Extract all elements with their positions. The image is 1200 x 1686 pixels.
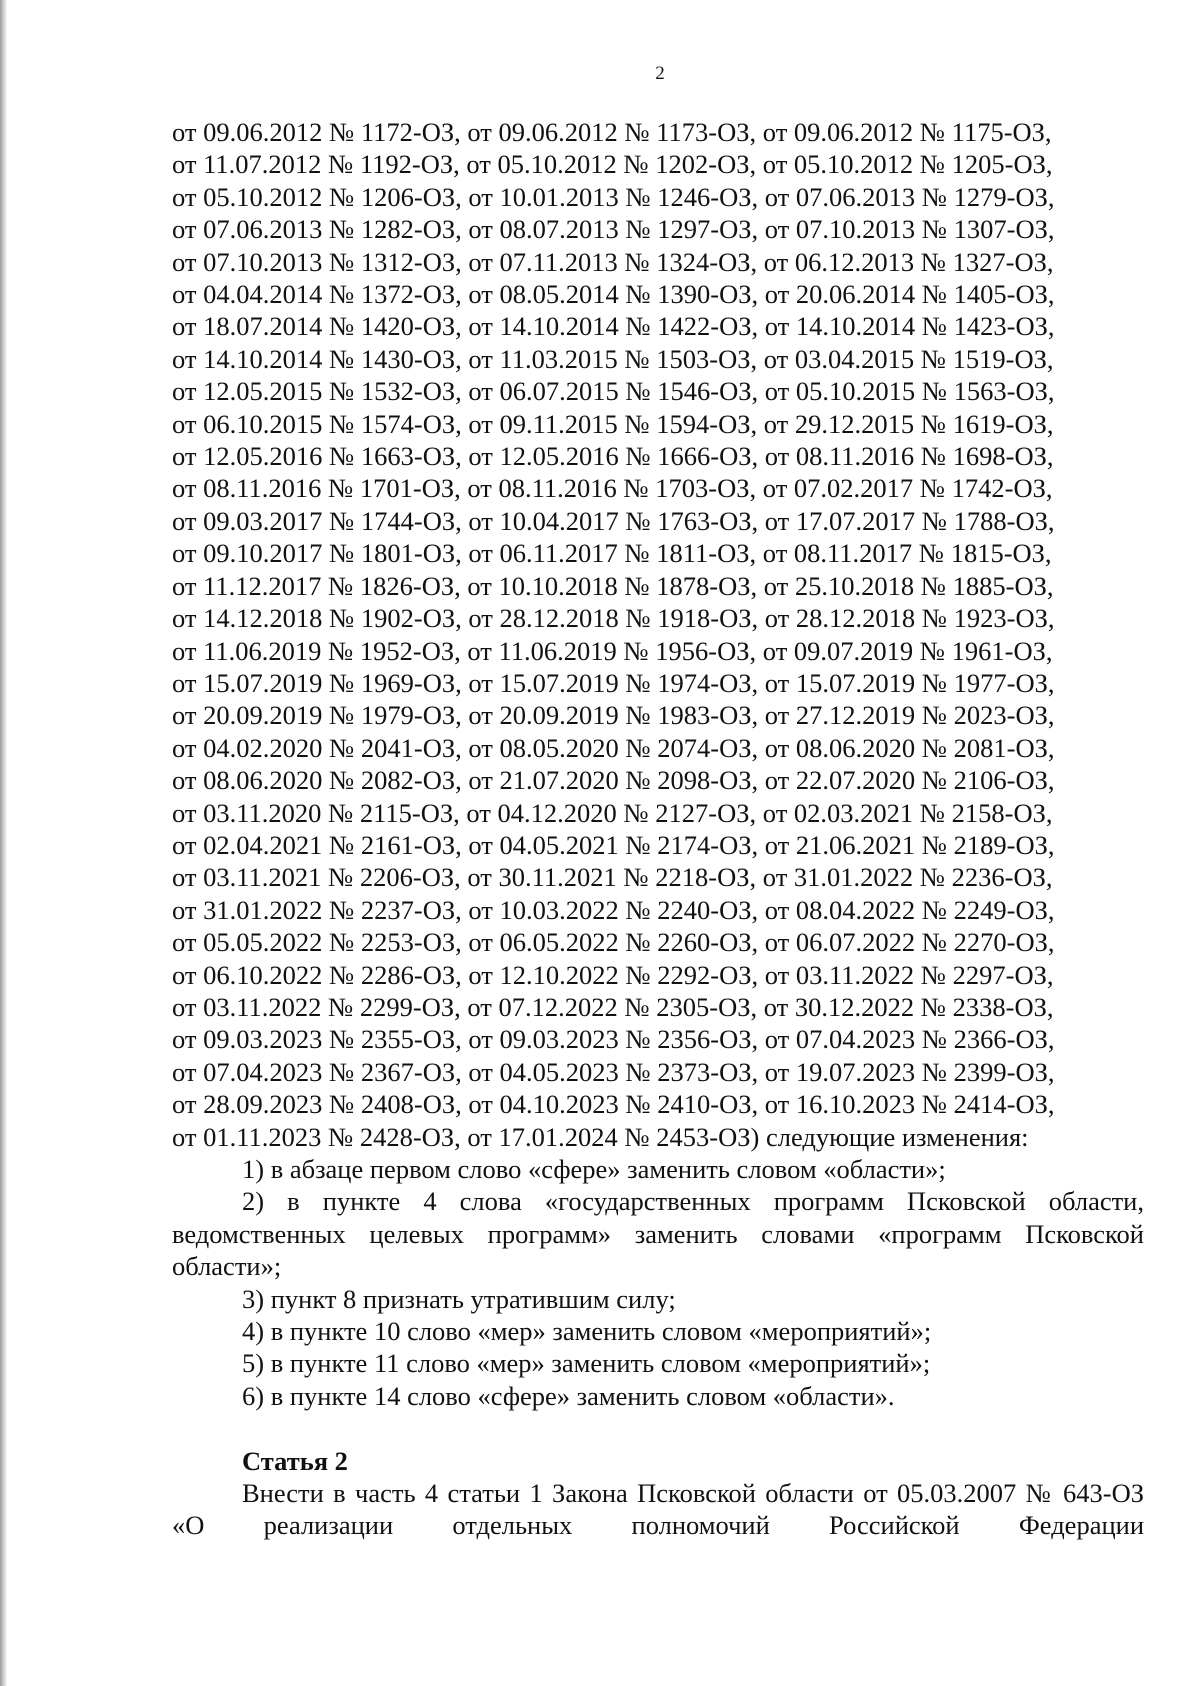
- amendment-list-line: от 03.11.2022 № 2299-ОЗ, от 07.12.2022 № 2305-ОЗ, от 30.12.2022 № 2338-ОЗ,: [172, 991, 1054, 1022]
- amendment-list-line: от 07.04.2023 № 2367-ОЗ, от 04.05.2023 № 2373-ОЗ, от 19.07.2023 № 2399-ОЗ,: [172, 1056, 1055, 1087]
- change-item-6: 6) в пункте 14 слово «сфере» заменить словом «области».: [242, 1380, 895, 1411]
- amendment-list-line: от 08.11.2016 № 1701-ОЗ, от 08.11.2016 № 1703-ОЗ, от 07.02.2017 № 1742-ОЗ,: [172, 473, 1053, 504]
- amendment-list-line: от 09.03.2017 № 1744-ОЗ, от 10.04.2017 № 1763-ОЗ, от 17.07.2017 № 1788-ОЗ,: [172, 505, 1055, 536]
- amendment-list-line: от 12.05.2015 № 1532-ОЗ, от 06.07.2015 № 1546-ОЗ, от 05.10.2015 № 1563-ОЗ,: [172, 376, 1055, 407]
- change-item-5: 5) в пункте 11 слово «мер» заменить словом «мероприятий»;: [242, 1348, 931, 1379]
- change-item-1: 1) в абзаце первом слово «сфере» заменить словом «области»;: [242, 1154, 946, 1184]
- amendment-list-line: от 03.11.2021 № 2206-ОЗ, от 30.11.2021 № 2218-ОЗ, от 31.01.2022 № 2236-ОЗ,: [172, 862, 1053, 893]
- paragraph-spacer: [172, 1412, 1144, 1444]
- amendment-list-line: от 04.02.2020 № 2041-ОЗ, от 08.05.2020 № 2074-ОЗ, от 08.06.2020 № 2081-ОЗ,: [172, 732, 1055, 763]
- scan-left-edge: [0, 0, 7, 1686]
- amendment-list-line: от 11.06.2019 № 1952-ОЗ, от 11.06.2019 № 1956-ОЗ, от 09.07.2019 № 1961-ОЗ,: [172, 635, 1053, 666]
- article-2-text: Внести в часть 4 статьи 1 Закона Псковской области от 05.03.2007 № 643-ОЗ «О реализации отдельных полномочий Российской Федерации: [172, 1478, 1144, 1541]
- article-2-heading: Статья 2: [242, 1445, 348, 1476]
- amendment-list-line: от 20.09.2019 № 1979-ОЗ, от 20.09.2019 № 1983-ОЗ, от 27.12.2019 № 2023-ОЗ,: [172, 700, 1055, 731]
- amendment-list-line: от 08.06.2020 № 2082-ОЗ, от 21.07.2020 № 2098-ОЗ, от 22.07.2020 № 2106-ОЗ,: [172, 765, 1055, 796]
- amendment-list-line: от 15.07.2019 № 1969-ОЗ, от 15.07.2019 № 1974-ОЗ, от 15.07.2019 № 1977-ОЗ,: [172, 667, 1055, 698]
- amendment-list-line: от 09.10.2017 № 1801-ОЗ, от 06.11.2017 № 1811-ОЗ, от 08.11.2017 № 1815-ОЗ,: [172, 538, 1052, 569]
- amendment-list-line: от 02.04.2021 № 2161-ОЗ, от 04.05.2021 № 2174-ОЗ, от 21.06.2021 № 2189-ОЗ,: [172, 829, 1055, 860]
- amendment-list-line: от 05.10.2012 № 1206-ОЗ, от 10.01.2013 № 1246-ОЗ, от 07.06.2013 № 1279-ОЗ,: [172, 181, 1055, 212]
- amendment-list-line: от 07.10.2013 № 1312-ОЗ, от 07.11.2013 № 1324-ОЗ, от 06.12.2013 № 1327-ОЗ,: [172, 246, 1054, 277]
- amendment-list-line: от 03.11.2020 № 2115-ОЗ, от 04.12.2020 № 2127-ОЗ, от 02.03.2021 № 2158-ОЗ,: [172, 797, 1053, 828]
- amendment-list-line: от 28.09.2023 № 2408-ОЗ, от 04.10.2023 № 2410-ОЗ, от 16.10.2023 № 2414-ОЗ,: [172, 1089, 1055, 1120]
- amendment-list-line: от 31.01.2022 № 2237-ОЗ, от 10.03.2022 № 2240-ОЗ, от 08.04.2022 № 2249-ОЗ,: [172, 894, 1055, 925]
- amendment-list-line: от 18.07.2014 № 1420-ОЗ, от 14.10.2014 № 1422-ОЗ, от 14.10.2014 № 1423-ОЗ,: [172, 311, 1055, 342]
- amendment-list-closing: от 01.11.2023 № 2428-ОЗ, от 17.01.2024 № 2453-ОЗ) следующие изменения:: [172, 1121, 1029, 1152]
- amendment-list-line: от 14.12.2018 № 1902-ОЗ, от 28.12.2018 № 1918-ОЗ, от 28.12.2018 № 1923-ОЗ,: [172, 603, 1055, 634]
- amendment-list-line: от 07.06.2013 № 1282-ОЗ, от 08.07.2013 № 1297-ОЗ, от 07.10.2013 № 1307-ОЗ,: [172, 214, 1055, 245]
- amendment-list-line: от 04.04.2014 № 1372-ОЗ, от 08.05.2014 № 1390-ОЗ, от 20.06.2014 № 1405-ОЗ,: [172, 279, 1055, 310]
- amendment-list-line: от 09.06.2012 № 1172-ОЗ, от 09.06.2012 № 1173-ОЗ, от 09.06.2012 № 1175-ОЗ,: [172, 117, 1052, 147]
- amendment-list-line: от 14.10.2014 № 1430-ОЗ, от 11.03.2015 № 1503-ОЗ, от 03.04.2015 № 1519-ОЗ,: [172, 343, 1054, 374]
- amendment-list-line: от 05.05.2022 № 2253-ОЗ, от 06.05.2022 № 2260-ОЗ, от 06.07.2022 № 2270-ОЗ,: [172, 927, 1055, 958]
- amendment-list-line: от 11.07.2012 № 1192-ОЗ, от 05.10.2012 № 1202-ОЗ, от 05.10.2012 № 1205-ОЗ,: [172, 149, 1053, 180]
- amendment-list-line: от 12.05.2016 № 1663-ОЗ, от 12.05.2016 № 1666-ОЗ, от 08.11.2016 № 1698-ОЗ,: [172, 441, 1054, 472]
- document-body: [172, 116, 1144, 1542]
- change-item-4: 4) в пункте 10 слово «мер» заменить словом «мероприятий»;: [242, 1316, 932, 1347]
- page-number: 2: [655, 63, 665, 84]
- amendment-list-line: от 09.03.2023 № 2355-ОЗ, от 09.03.2023 № 2356-ОЗ, от 07.04.2023 № 2366-ОЗ,: [172, 1024, 1055, 1055]
- change-item-2: 2) в пункте 4 слова «государственных программ Псковской области, ведомственных целевых программ» заменить словами «программ Псковской области»;: [172, 1186, 1144, 1282]
- amendment-list-line: от 06.10.2022 № 2286-ОЗ, от 12.10.2022 № 2292-ОЗ, от 03.11.2022 № 2297-ОЗ,: [172, 959, 1054, 990]
- amendment-list-line: от 06.10.2015 № 1574-ОЗ, от 09.11.2015 № 1594-ОЗ, от 29.12.2015 № 1619-ОЗ,: [172, 408, 1054, 439]
- change-item-3: 3) пункт 8 признать утратившим силу;: [242, 1283, 676, 1314]
- amendment-list-line: от 11.12.2017 № 1826-ОЗ, от 10.10.2018 № 1878-ОЗ, от 25.10.2018 № 1885-ОЗ,: [172, 570, 1054, 601]
